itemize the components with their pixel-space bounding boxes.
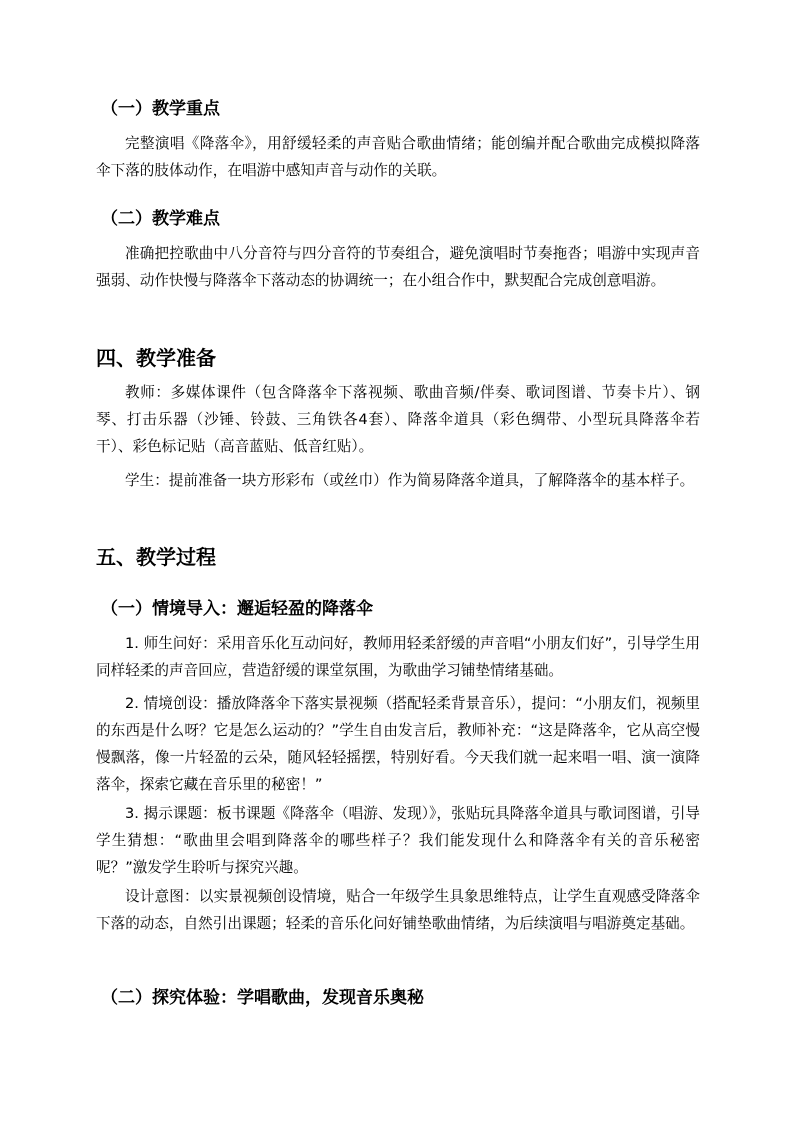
paragraph-teaching-difficulty: 准确把控歌曲中八分音符与四分音符的节奏组合，避免演唱时节奏拖沓；唱游中实现声音强弱、动作快慢与降落伞下落动态的协调统一；在小组合作中，默契配合完成创意唱游。 (96, 245, 700, 289)
heading-teaching-preparation: 四、教学准备 (96, 346, 216, 370)
heading-situation-introduction: （一）情境导入：邂逅轻盈的降落伞 (101, 599, 373, 619)
paragraph-teaching-focus: 完整演唱《降落伞》，用舒缓轻柔的声音贴合歌曲情绪；能创编并配合歌曲完成模拟降落伞下落的肢体动作，在唱游中感知声音与动作的关联。 (96, 135, 700, 179)
heading-teaching-focus: （一）教学重点 (101, 99, 220, 119)
paragraph-preparation-student: 学生：提前准备一块方形彩布（或丝巾）作为简易降落伞道具，了解降落伞的基本样子。 (125, 472, 695, 489)
paragraph-preparation-teacher: 教师：多媒体课件（包含降落伞下落视频、歌曲音频/伴奏、歌词图谱、节奏卡片）、钢琴、打击乐器（沙锤、铃鼓、三角铁各4套）、降落伞道具（彩色绸带、小型玩具降落伞若干）、彩色标记贴（高音蓝贴、低音红贴）。 (96, 384, 700, 455)
heading-teaching-process: 五、教学过程 (96, 545, 216, 569)
paragraph-reveal-topic: 3. 揭示课题：板书课题《降落伞（唱游、发现）》，张贴玩具降落伞道具与歌词图谱，引导学生猜想：“歌曲里会唱到降落伞的哪些样子？我们能发现什么和降落伞有关的音乐秘密呢？”激发学生聆听与探究兴趣。 (96, 805, 700, 876)
paragraph-greeting: 1. 师生问好：采用音乐化互动问好，教师用轻柔舒缓的声音唱“小朋友们好”，引导学生用同样轻柔的声音回应，营造舒缓的课堂氛围，为歌曲学习铺垫情绪基础。 (96, 635, 700, 679)
heading-exploration-experience: （二）探究体验：学唱歌曲，发现音乐奥秘 (101, 988, 424, 1008)
heading-teaching-difficulty: （二）教学难点 (101, 209, 220, 229)
paragraph-design-intent: 设计意图：以实景视频创设情境，贴合一年级学生具象思维特点，让学生直观感受降落伞下落的动态，自然引出课题；轻柔的音乐化问好铺垫歌曲情绪，为后续演唱与唱游奠定基础。 (96, 888, 700, 932)
paragraph-situation-creation: 2. 情境创设：播放降落伞下落实景视频（搭配轻柔背景音乐），提问：“小朋友们，视频里的东西是什么呀？它是怎么运动的？”学生自由发言后，教师补充：“这是降落伞，它从高空慢慢飘落，像一片轻盈的云朵，随风轻轻摇摆，特别好看。今天我们就一起来唱一唱、演一演降落伞，探索它藏在音乐里的秘密！” (96, 695, 700, 793)
